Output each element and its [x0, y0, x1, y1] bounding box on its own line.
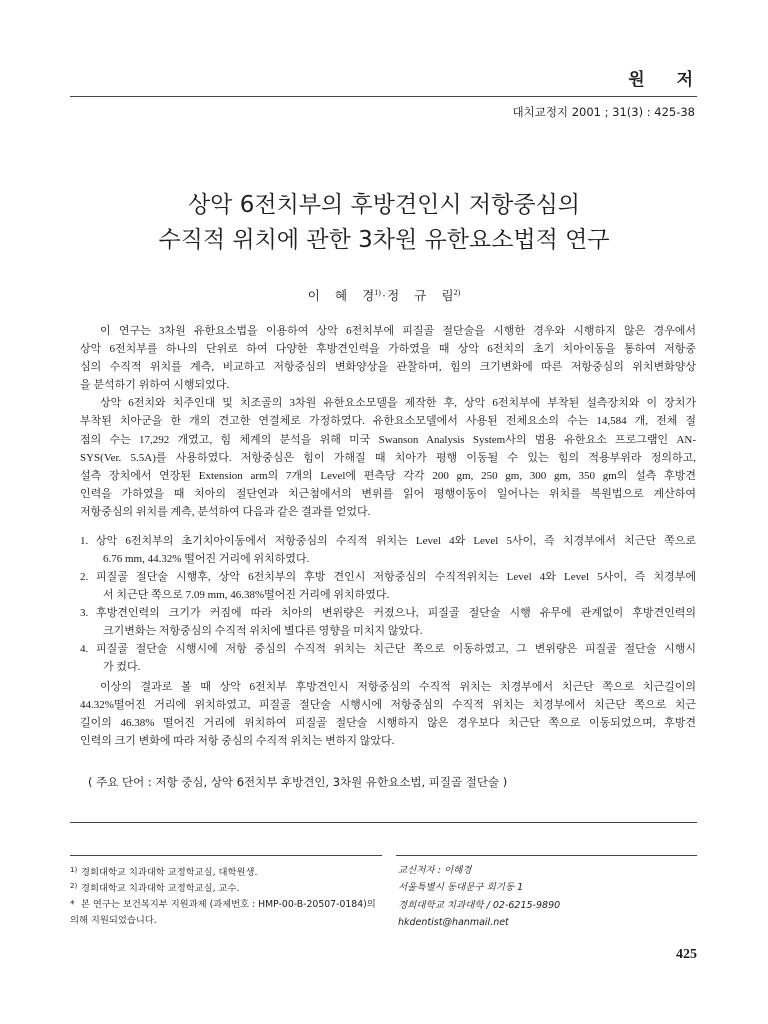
result-line: 후방견인력의 크기가 커짐에 따라 치아의 변위량은 커졌으나, 피질골 절단술 시행 유무에 관계없이 후방견인력의 — [96, 607, 696, 619]
abstract-line: 부착된 치아군을 한 개의 견고한 연결체로 가정하였다. 유한요소모델에서 사용된 전체요소의 수는 14,584 개, 전체 절 — [80, 415, 696, 428]
footnote-continuation — [70, 913, 388, 929]
result-item — [80, 568, 696, 604]
journal-citation: 대치교정지 2001 ; 31(3) : 425-38 — [512, 105, 695, 119]
result-number: 2. — [80, 571, 89, 583]
footnote-rule-right — [396, 855, 697, 856]
result-line: 피질골 절단술 시행후, 상악 6전치부의 후방 견인시 저항중심의 수직적위치는 Level 4와 Level 5사이, 즉 치경부에 — [96, 571, 696, 583]
result-number: 1. — [80, 535, 89, 547]
result-line: 상악 6전치부의 초기치아이동에서 저항중심의 수직적 위치는 Level 4와 Level 5사이, 즉 치경부에서 치근단 쪽으로 — [96, 535, 696, 547]
result-item — [80, 640, 696, 676]
footnote-mark: * — [70, 899, 75, 910]
article-title — [40, 188, 728, 258]
affiliation-mark: 2) — [453, 288, 461, 297]
conclusion — [80, 678, 696, 750]
result-line: 서 치근단 쪽으로 7.09 mm, 46.38%떨어진 거리에 위치하였다. — [103, 589, 390, 601]
footnote-text: 경희대학교 치과대학 교정학교실, 교수. — [81, 883, 240, 894]
footnote-mark: 2) — [70, 882, 78, 890]
author-list — [120, 287, 648, 305]
abstract-line: SYS(Ver. 5.5A)를 사용하였다. 저항중심은 힘이 가해질 때 치아가 평행 이동될 수 있는 힘의 적용부위라 정의하고, — [80, 451, 696, 464]
abstract-line: 저항중심의 위치를 계측, 분석하여 다음과 같은 결과를 얻었다. — [80, 505, 371, 518]
footnote — [70, 865, 388, 881]
footnote-mark: 1) — [70, 866, 78, 874]
footnote — [70, 897, 388, 913]
result-number: 3. — [80, 607, 89, 619]
page-number: 425 — [676, 947, 697, 962]
author-name: 이 혜 경 — [307, 289, 375, 303]
footnotes — [70, 865, 388, 929]
author-separator: · — [381, 289, 387, 303]
footnote-rule-left — [70, 855, 382, 856]
conclusion-line: 인력의 크기 변화에 따라 저항 중심의 수직적 위치는 변하지 않았다. — [80, 735, 395, 747]
header-rule — [70, 96, 697, 97]
abstract-line: 이 연구는 3차원 유한요소법을 이용하여 상악 6전치부에 피질골 절단술을 시행한 경우와 시행하지 않은 경우에서 — [100, 325, 696, 337]
footnote-text: 경희대학교 치과대학 교정학교실, 대학원생. — [81, 867, 258, 878]
correspondence-email: hkdentist@hanmail.net — [398, 916, 509, 928]
correspondence-author: 교신저자 : 이혜경 — [398, 865, 472, 876]
article-category: 원 저 — [628, 70, 693, 90]
conclusion-line: 길이의 46.38% 떨어진 거리에 위치하여 피질골 절단술 시행하지 않은 경우보다 치근단 쪽으로 이동되었으며, 후방견 — [80, 717, 696, 729]
abstract-line: 상악 6전치부를 하나의 단위로 하여 다양한 후방견인력을 가하였을 때 상악 6전치의 초기 치아이동을 통하여 저항중 — [80, 343, 696, 356]
results-list — [80, 532, 696, 676]
abstract-line: 설측 장치에서 연장된 Extension arm의 7개의 Level에 편측당 각각 200 gm, 250 gm, 300 gm, 350 gm의 설측 후방견 — [80, 469, 696, 482]
result-line: 가 컸다. — [103, 661, 141, 673]
correspondence — [398, 862, 696, 931]
footer-rule — [70, 822, 697, 823]
author-name: 정 규 림 — [387, 289, 454, 303]
abstract-line: 인력을 가하였을 때 치아의 절단연과 치근첨에서의 변위를 읽어 평행이동이 일어나는 위치를 복원법으로 계산하여 — [80, 487, 696, 500]
result-line: 피질골 절단술 시행시에 저항 중심의 수직적 위치는 치근단 쪽으로 이동하였고, 그 변위량은 피질골 절단술 시행시 — [96, 643, 696, 655]
footnote — [70, 881, 388, 897]
abstract-line: 점의 수는 17,292 개였고, 힘 체계의 분석을 위해 미국 Swanson Analysis System사의 범용 유한요소 프로그램인 AN- — [80, 433, 696, 446]
footnote-text: 본 연구는 보건복지부 지원과제 (과제번호 : HMP-00-B-20507-0184)의 — [81, 899, 376, 910]
abstract-line: 을 분석하기 위하여 시행되었다. — [80, 379, 230, 392]
conclusion-line: 이상의 결과로 볼 때 상악 6전치부 후방견인시 저항중심의 수직적 위치는 치경부에서 치근단 쪽으로 치근길이의 — [100, 681, 696, 693]
result-item — [80, 532, 696, 568]
result-line: 6.76 mm, 44.32% 떨어진 거리에 위치하였다. — [103, 553, 310, 565]
title-line: 수직적 위치에 관한 3차원 유한요소법적 연구 — [158, 227, 610, 253]
conclusion-line: 44.32%떨어진 거리에 위치하였고, 피질골 절단술 시행시에 저항중심의 수직적 위치는 치경부에서 치근단 쪽으로 치근 — [80, 699, 696, 711]
title-line: 상악 6전치부의 후방견인시 저항중심의 — [187, 192, 581, 218]
affiliation-mark: 1) — [374, 288, 381, 297]
abstract-line: 심의 수직적 위치를 계측, 비교하고 저항중심의 변화양상을 관찰하며, 힘의 크기변화에 따른 저항중심의 위치변화양상 — [80, 361, 696, 374]
correspondence-phone: 경희대학교 치과대학 / 02-6215-9890 — [398, 899, 561, 911]
abstract-line: 상악 6전치와 치주인대 및 치조골의 3차원 유한요소모델을 제작한 후, 상악 6전치부에 부착된 설측장치와 이 장치가 — [100, 397, 696, 410]
result-item — [80, 604, 696, 640]
abstract — [80, 322, 696, 521]
result-line: 크기변화는 저항중심의 수직적 위치에 별다른 영향을 미치지 않았다. — [103, 625, 423, 637]
correspondence-address: 서울특별시 동대문구 회기동 1 — [398, 882, 524, 894]
keywords: ( 주요 단어 : 저항 중심, 상악 6전치부 후방견인, 3차원 유한요소법, 피질골 절단술 ) — [88, 775, 508, 789]
result-number: 4. — [80, 643, 89, 655]
footnote-text: 의해 지원되었습니다. — [70, 915, 157, 926]
